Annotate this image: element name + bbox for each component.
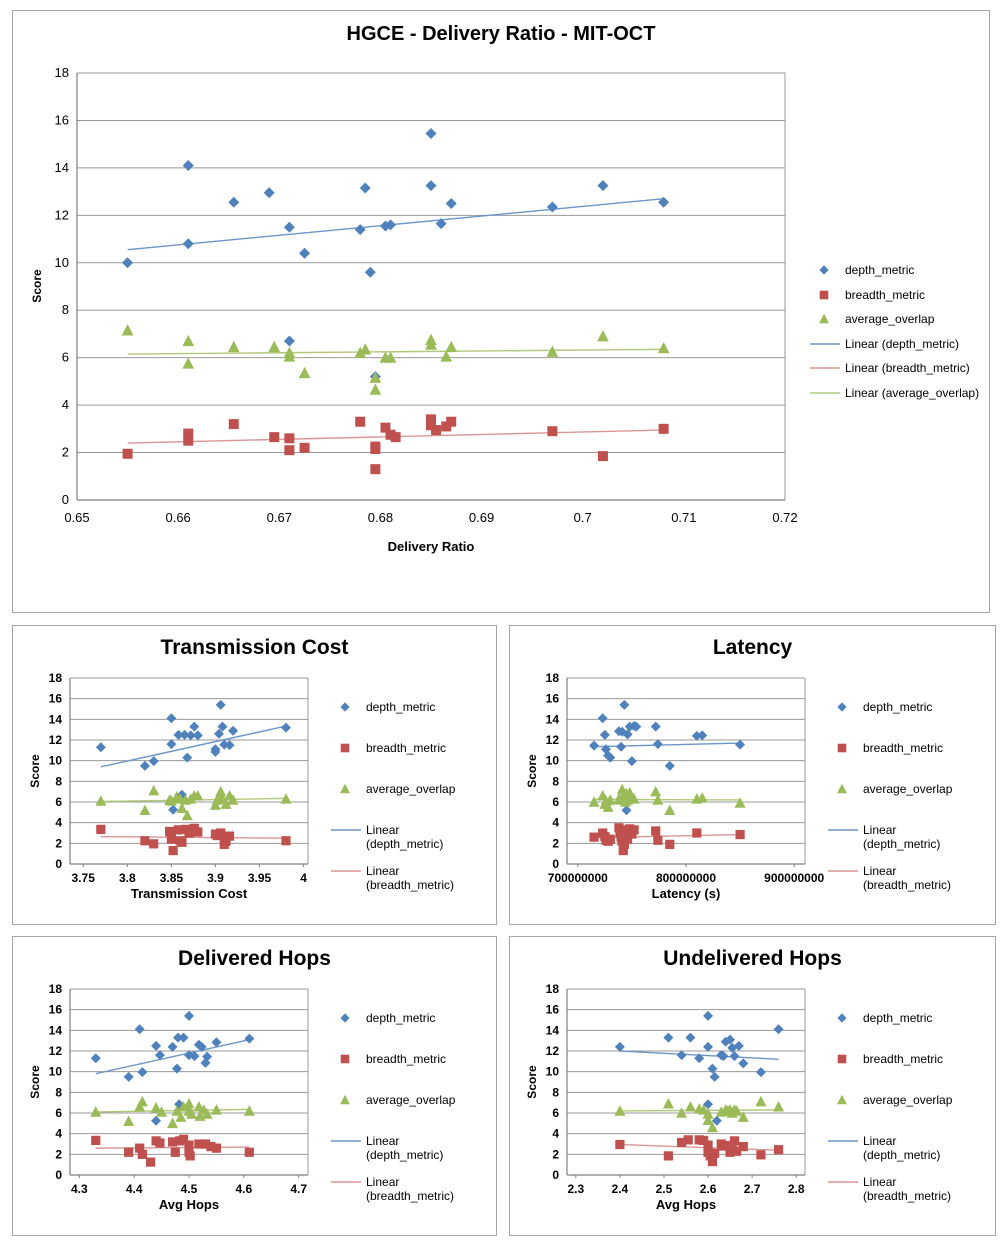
legend-label: breadth_metric: [863, 1052, 944, 1066]
svg-text:18: 18: [54, 65, 69, 80]
legend-item-depth_metric: [828, 700, 966, 714]
legend-label: depth_metric: [845, 263, 915, 277]
legend-label: average_overlap: [845, 312, 935, 326]
svg-text:900000000: 900000000: [764, 871, 825, 885]
diamond-legend-icon: [810, 263, 840, 277]
diamond-legend-icon: [828, 1011, 858, 1025]
line-legend-icon: [331, 864, 361, 878]
svg-text:8: 8: [552, 1085, 559, 1100]
triangle-legend-icon: [828, 1093, 858, 1107]
legend-label: breadth_metric: [863, 741, 944, 755]
legend-item-linear--breadth_metric-: [828, 1175, 966, 1203]
svg-text:8: 8: [552, 774, 559, 789]
x-axis-label: Avg Hops: [158, 1197, 220, 1212]
legend-item-breadth_metric: [331, 741, 469, 755]
svg-text:800000000: 800000000: [655, 871, 717, 885]
triangle-legend-icon: [331, 782, 361, 796]
legend-label: depth_metric: [366, 1011, 436, 1025]
legend: [510, 626, 995, 924]
legend-label: breadth_metric: [366, 741, 447, 755]
svg-text:0.69: 0.69: [468, 510, 495, 525]
svg-text:6: 6: [552, 1106, 559, 1120]
legend: [13, 11, 989, 612]
legend-label: average_overlap: [863, 782, 953, 796]
svg-text:2: 2: [61, 444, 69, 460]
svg-text:4.7: 4.7: [290, 1182, 308, 1196]
y-axis-label: Score: [28, 1065, 42, 1099]
legend-item-linear--depth_metric-: [828, 823, 966, 851]
svg-text:0: 0: [55, 857, 62, 871]
x-axis-label: Avg Hops: [655, 1197, 717, 1212]
legend-item-linear--depth_metric-: [331, 1134, 469, 1162]
svg-text:2.6: 2.6: [699, 1182, 717, 1196]
svg-text:14: 14: [545, 712, 559, 727]
chart-title: Undelivered Hops: [663, 947, 842, 970]
svg-text:3.8: 3.8: [118, 871, 136, 885]
svg-text:0.66: 0.66: [165, 510, 191, 525]
svg-text:6: 6: [55, 1106, 62, 1120]
chart-title: Latency: [712, 636, 793, 659]
y-axis-label: Score: [525, 754, 539, 788]
line-legend-icon: [828, 1134, 858, 1148]
svg-text:18: 18: [48, 671, 62, 685]
y-axis-label: Score: [28, 754, 42, 788]
legend-label: depth_metric: [863, 1011, 933, 1025]
legend-label: Linear (depth_metric): [863, 1134, 941, 1162]
chart-panel-transmission-cost: [12, 625, 497, 925]
svg-text:8: 8: [55, 1085, 62, 1100]
svg-text:14: 14: [545, 1023, 559, 1038]
svg-text:2: 2: [55, 1147, 62, 1162]
legend-label: Linear (breadth_metric): [366, 864, 455, 892]
square-legend-icon: [810, 288, 840, 302]
legend-item-depth_metric: [810, 263, 982, 277]
legend-item-average_overlap: [828, 1093, 966, 1107]
diamond-legend-icon: [828, 700, 858, 714]
legend-item-linear--depth_metric-: [828, 1134, 966, 1162]
svg-text:700000000: 700000000: [547, 871, 608, 885]
svg-text:0.72: 0.72: [772, 510, 798, 525]
svg-text:6: 6: [61, 349, 69, 365]
legend-item-breadth_metric: [810, 288, 982, 302]
svg-text:4: 4: [61, 397, 69, 413]
svg-text:2.7: 2.7: [743, 1182, 761, 1196]
legend-item-average_overlap: [331, 1093, 469, 1107]
svg-text:0.65: 0.65: [64, 510, 90, 525]
svg-text:10: 10: [48, 1064, 62, 1079]
legend-label: Linear (breadth_metric): [863, 1175, 952, 1203]
legend-item-depth_metric: [331, 700, 469, 714]
svg-text:16: 16: [48, 691, 62, 706]
x-axis-label: Latency (s): [651, 886, 721, 901]
y-axis-label: Score: [525, 1065, 539, 1099]
line-legend-icon: [331, 1134, 361, 1148]
svg-text:16: 16: [545, 1002, 559, 1017]
svg-text:6: 6: [552, 795, 559, 809]
legend-label: Linear (depth_metric): [366, 823, 444, 851]
legend-item-linear--breadth_metric-: [828, 864, 966, 892]
legend-label: average_overlap: [863, 1093, 953, 1107]
svg-text:18: 18: [545, 671, 559, 685]
svg-text:12: 12: [545, 733, 559, 747]
legend-item-linear--breadth_metric-: [331, 1175, 469, 1203]
svg-text:12: 12: [54, 207, 69, 223]
svg-text:2.8: 2.8: [787, 1182, 805, 1196]
legend-label: Linear (breadth_metric): [845, 361, 970, 375]
square-legend-icon: [331, 741, 361, 755]
legend-label: Linear (depth_metric): [366, 1134, 444, 1162]
chart-panel-latency: [509, 625, 996, 925]
svg-text:4.6: 4.6: [235, 1182, 253, 1196]
legend: [510, 937, 995, 1235]
svg-text:18: 18: [545, 982, 559, 996]
legend-item-linear--average_overlap-: [810, 386, 982, 400]
triangle-legend-icon: [828, 782, 858, 796]
legend-label: Linear (average_overlap): [845, 385, 980, 400]
svg-text:8: 8: [55, 774, 62, 789]
triangle-legend-icon: [810, 312, 840, 326]
svg-text:2: 2: [552, 1147, 559, 1162]
legend-item-linear--breadth_metric-: [810, 361, 982, 375]
x-axis-label: Transmission Cost: [130, 886, 248, 901]
chart-title: Transmission Cost: [160, 636, 349, 659]
svg-text:0.71: 0.71: [671, 510, 697, 525]
chart-title: HGCE - Delivery Ratio - MIT-OCT: [346, 23, 656, 45]
legend: [13, 626, 496, 924]
line-legend-icon: [810, 386, 840, 400]
legend-label: depth_metric: [366, 700, 436, 714]
svg-text:10: 10: [545, 753, 559, 768]
square-legend-icon: [828, 1052, 858, 1066]
svg-text:14: 14: [48, 1023, 62, 1038]
x-axis-label: Delivery Ratio: [387, 539, 475, 554]
legend-label: breadth_metric: [366, 1052, 447, 1066]
svg-text:3.75: 3.75: [71, 871, 95, 885]
svg-text:8: 8: [61, 302, 69, 318]
legend-item-linear--depth_metric-: [331, 823, 469, 851]
svg-text:12: 12: [48, 1044, 62, 1058]
chart-panel-delivered-hops: [12, 936, 497, 1236]
svg-text:10: 10: [48, 753, 62, 768]
svg-text:6: 6: [55, 795, 62, 809]
line-legend-icon: [810, 337, 840, 351]
svg-text:0: 0: [552, 1168, 559, 1182]
svg-text:3.9: 3.9: [207, 871, 224, 885]
chart-panel-delivery-ratio: [12, 10, 990, 613]
svg-text:10: 10: [545, 1064, 559, 1079]
svg-text:3.95: 3.95: [247, 871, 272, 885]
legend: [13, 937, 496, 1235]
svg-text:2: 2: [552, 836, 559, 851]
svg-text:0: 0: [552, 857, 559, 871]
legend-label: average_overlap: [366, 782, 456, 796]
legend-label: depth_metric: [863, 700, 933, 714]
chart-panel-undelivered-hops: [509, 936, 996, 1236]
line-legend-icon: [828, 864, 858, 878]
svg-text:14: 14: [54, 159, 69, 175]
line-legend-icon: [331, 823, 361, 837]
y-axis-label: Score: [30, 269, 44, 303]
svg-text:2.3: 2.3: [567, 1182, 585, 1196]
svg-text:16: 16: [48, 1002, 62, 1017]
svg-text:16: 16: [545, 691, 559, 706]
svg-text:12: 12: [545, 1044, 559, 1058]
svg-text:2.5: 2.5: [655, 1182, 673, 1196]
svg-text:12: 12: [48, 733, 62, 747]
svg-text:0: 0: [61, 492, 69, 507]
square-legend-icon: [828, 741, 858, 755]
legend-item-depth_metric: [331, 1011, 469, 1025]
svg-text:0.68: 0.68: [367, 510, 394, 525]
legend-item-breadth_metric: [828, 1052, 966, 1066]
line-legend-icon: [331, 1175, 361, 1189]
svg-text:2: 2: [55, 836, 62, 851]
legend-item-average_overlap: [810, 312, 982, 326]
svg-text:18: 18: [48, 982, 62, 996]
legend-label: Linear (depth_metric): [845, 336, 960, 351]
legend-item-breadth_metric: [331, 1052, 469, 1066]
svg-text:0: 0: [55, 1168, 62, 1182]
svg-text:4: 4: [552, 1126, 559, 1141]
legend-label: Linear (depth_metric): [863, 823, 941, 851]
svg-text:4: 4: [552, 815, 559, 830]
svg-text:2.4: 2.4: [611, 1182, 629, 1196]
legend-item-linear--breadth_metric-: [331, 864, 469, 892]
chart-title: Delivered Hops: [178, 947, 331, 970]
diamond-legend-icon: [331, 1011, 361, 1025]
legend-item-depth_metric: [828, 1011, 966, 1025]
line-legend-icon: [810, 361, 840, 375]
legend-item-average_overlap: [331, 782, 469, 796]
svg-text:4: 4: [300, 871, 307, 885]
legend-item-breadth_metric: [828, 741, 966, 755]
legend-item-average_overlap: [828, 782, 966, 796]
svg-text:4.5: 4.5: [180, 1182, 198, 1196]
diamond-legend-icon: [331, 700, 361, 714]
svg-text:16: 16: [54, 112, 69, 128]
svg-text:4: 4: [55, 815, 62, 830]
svg-text:0.7: 0.7: [573, 510, 592, 525]
line-legend-icon: [828, 1175, 858, 1189]
legend-label: breadth_metric: [845, 287, 926, 302]
svg-text:14: 14: [48, 712, 62, 727]
svg-text:0.67: 0.67: [266, 510, 292, 525]
legend-label: Linear (breadth_metric): [366, 1175, 455, 1203]
svg-text:3.85: 3.85: [159, 871, 184, 885]
legend-item-linear--depth_metric-: [810, 337, 982, 351]
legend-label: average_overlap: [366, 1093, 456, 1107]
square-legend-icon: [331, 1052, 361, 1066]
svg-text:4.3: 4.3: [70, 1182, 88, 1196]
svg-text:4.4: 4.4: [125, 1182, 143, 1196]
line-legend-icon: [828, 823, 858, 837]
svg-text:10: 10: [54, 254, 69, 270]
legend-label: Linear (breadth_metric): [863, 864, 952, 892]
svg-text:4: 4: [55, 1126, 62, 1141]
triangle-legend-icon: [331, 1093, 361, 1107]
